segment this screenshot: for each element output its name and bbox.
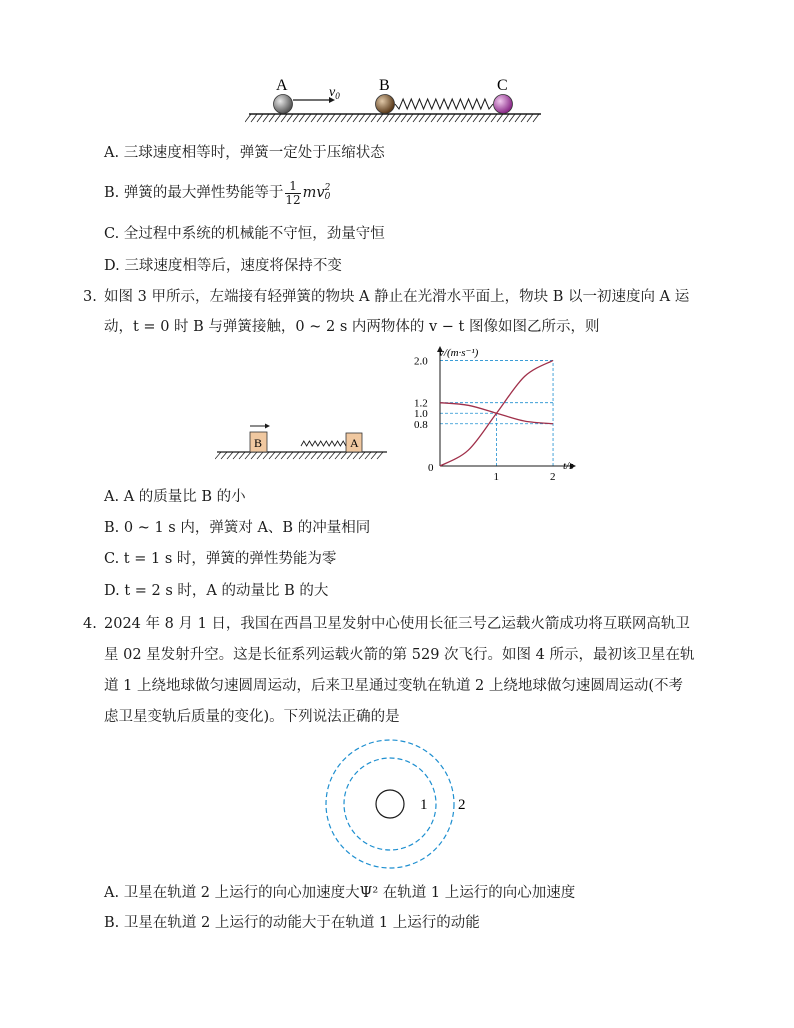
hatch-mark	[305, 452, 311, 459]
q3-stem-line1: 如图 3 甲所示，左端接有轻弹簧的物块 A 静止在光滑水平面上，物块 B 以一初速度向 A 运	[104, 289, 690, 305]
q3-number: 3.	[83, 289, 97, 305]
spring-bc	[395, 99, 493, 109]
hatch-mark	[521, 114, 527, 122]
hatch-mark	[335, 452, 341, 459]
x-tick-label: 2	[550, 471, 556, 480]
hatch-mark	[515, 114, 521, 122]
q3-blocks-figure	[215, 420, 390, 462]
hatch-mark	[449, 114, 455, 122]
hatch-mark	[311, 452, 317, 459]
q3-stem-line2: 动，t = 0 时 B 与弹簧接触，0 ~ 2 s 内两物体的 v − t 图像如图乙所示，则	[104, 319, 600, 335]
hatch-mark	[251, 452, 257, 459]
hatch-mark	[509, 114, 515, 122]
hatch-mark	[377, 114, 383, 122]
hatch-mark	[341, 114, 347, 122]
q2-option-b[interactable]: B. 弹簧的最大弹性势能等于 $\frac{1}{12}$ mv2 0	[104, 178, 331, 207]
hatch-mark	[305, 114, 311, 122]
hatch-mark	[341, 452, 347, 459]
hatch-mark	[335, 114, 341, 122]
hatch-mark	[491, 114, 497, 122]
b-velocity-arrowhead	[265, 424, 270, 429]
label-a: A	[276, 77, 288, 94]
hatch-mark	[503, 114, 509, 122]
hatch-mark	[269, 114, 275, 122]
hatch-mark	[479, 114, 485, 122]
hatch-mark	[359, 114, 365, 122]
q4-orbit-figure	[320, 736, 480, 872]
hatch-mark	[371, 452, 377, 459]
hatch-mark	[323, 114, 329, 122]
q2-balls-figure	[245, 72, 545, 128]
hatch-mark	[263, 114, 269, 122]
label-b: B	[379, 77, 390, 94]
hatch-mark	[443, 114, 449, 122]
origin-label: 0	[428, 462, 434, 474]
x-axis-label: t/s	[563, 460, 574, 472]
hatch-mark	[383, 114, 389, 122]
hatch-mark	[281, 114, 287, 122]
hatch-mark	[407, 114, 413, 122]
floor-hatching	[215, 452, 383, 459]
hatch-mark	[245, 114, 251, 122]
earth-circle	[376, 790, 404, 818]
hatch-mark	[485, 114, 491, 122]
q3-option-b[interactable]: B. 0 ~ 1 s 内，弹簧对 A、B 的冲量相同	[104, 520, 371, 536]
hatch-mark	[215, 452, 221, 459]
hatch-mark	[317, 452, 323, 459]
hatch-mark	[275, 114, 281, 122]
hatch-mark	[293, 114, 299, 122]
ground-hatching	[245, 114, 539, 122]
q4-option-a[interactable]: A. 卫星在轨道 2 上运行的向心加速度大Ψ² 在轨道 1 上运行的向心加速度	[104, 885, 576, 901]
q4-stem-line1: 2024 年 8 月 1 日，我国在西昌卫星发射中心使用长征三号乙运载火箭成功将互联网高轨卫	[104, 616, 690, 632]
hatch-mark	[395, 114, 401, 122]
hatch-mark	[533, 114, 539, 122]
hatch-mark	[329, 114, 335, 122]
hatch-mark	[473, 114, 479, 122]
hatch-mark	[389, 114, 395, 122]
hatch-mark	[239, 452, 245, 459]
q2-option-d[interactable]: D. 三球速度相等后，速度将保持不变	[104, 258, 342, 274]
ball-b	[376, 95, 395, 114]
q3-option-a[interactable]: A. A 的质量比 B 的小	[104, 489, 246, 505]
q4-stem-line2: 星 02 星发射升空。这是长征系列运载火箭的第 529 次飞行。如图 4 所示，最初该卫星在轨	[104, 647, 695, 663]
q4-number: 4.	[83, 616, 97, 632]
hatch-mark	[467, 114, 473, 122]
hatch-mark	[275, 452, 281, 459]
hatch-mark	[323, 452, 329, 459]
x-tick-label: 1	[493, 471, 500, 480]
orbit-2-circle	[326, 740, 454, 868]
q3-option-c[interactable]: C. t = 1 s 时，弹簧的弹性势能为零	[104, 551, 337, 567]
hatch-mark	[287, 114, 293, 122]
hatch-mark	[347, 452, 353, 459]
hatch-mark	[359, 452, 365, 459]
hatch-mark	[353, 114, 359, 122]
block-b-label: B	[254, 436, 263, 450]
hatch-mark	[347, 114, 353, 122]
orbit-1-label: 1	[420, 797, 428, 813]
hatch-mark	[527, 114, 533, 122]
hatch-mark	[377, 452, 383, 459]
ball-c	[494, 95, 513, 114]
hatch-mark	[419, 114, 425, 122]
hatch-mark	[299, 114, 305, 122]
y-tick-label: 1.2	[414, 397, 428, 410]
hatch-mark	[431, 114, 437, 122]
hatch-mark	[437, 114, 443, 122]
hatch-mark	[329, 452, 335, 459]
q2-option-a[interactable]: A. 三球速度相等时，弹簧一定处于压缩状态	[104, 145, 385, 161]
q4-stem-line4: 虑卫星变轨后质量的变化)。下列说法正确的是	[104, 709, 400, 725]
hatch-mark	[269, 452, 275, 459]
hatch-mark	[263, 452, 269, 459]
hatch-mark	[401, 114, 407, 122]
q3-vt-chart	[400, 340, 600, 480]
orbit-2-label: 2	[458, 797, 466, 813]
hatch-mark	[311, 114, 317, 122]
label-v0: $v_0$	[329, 85, 340, 101]
hatch-mark	[455, 114, 461, 122]
hatch-mark	[497, 114, 503, 122]
q4-stem-line3: 道 1 上绕地球做匀速圆周运动，后来卫星通过变轨在轨道 2 上绕地球做匀速圆周运动(不考	[104, 678, 684, 694]
hatch-mark	[425, 114, 431, 122]
y-tick-label: 1.0	[414, 408, 428, 421]
ball-a	[274, 95, 293, 114]
hatch-mark	[287, 452, 293, 459]
block-a-label: A	[350, 436, 359, 450]
hatch-mark	[251, 114, 257, 122]
q2-option-c[interactable]: C. 全过程中系统的机械能不守恒，劲量守恒	[104, 226, 385, 242]
hatch-mark	[281, 452, 287, 459]
hatch-mark	[233, 452, 239, 459]
hatch-mark	[317, 114, 323, 122]
fraction-1-12: $\frac{1}{12}$	[285, 178, 301, 207]
y-tick-label: 0.8	[414, 418, 428, 431]
hatch-mark	[365, 452, 371, 459]
hatch-mark	[257, 452, 263, 459]
hatch-mark	[365, 114, 371, 122]
hatch-mark	[299, 452, 305, 459]
hatch-mark	[371, 114, 377, 122]
hatch-mark	[227, 452, 233, 459]
q4-option-b[interactable]: B. 卫星在轨道 2 上运行的动能大于在轨道 1 上运行的动能	[104, 915, 480, 931]
hatch-mark	[257, 114, 263, 122]
hatch-mark	[221, 452, 227, 459]
hatch-mark	[245, 452, 251, 459]
hatch-mark	[353, 452, 359, 459]
hatch-mark	[461, 114, 467, 122]
q3-option-d[interactable]: D. t = 2 s 时，A 的动量比 B 的大	[104, 583, 329, 599]
y-tick-label: 2.0	[414, 355, 428, 368]
hatch-mark	[413, 114, 419, 122]
hatch-mark	[293, 452, 299, 459]
spring-on-a	[301, 441, 346, 446]
y-axis-label: v/(m·s⁻¹)	[439, 347, 479, 359]
label-c: C	[497, 77, 508, 94]
